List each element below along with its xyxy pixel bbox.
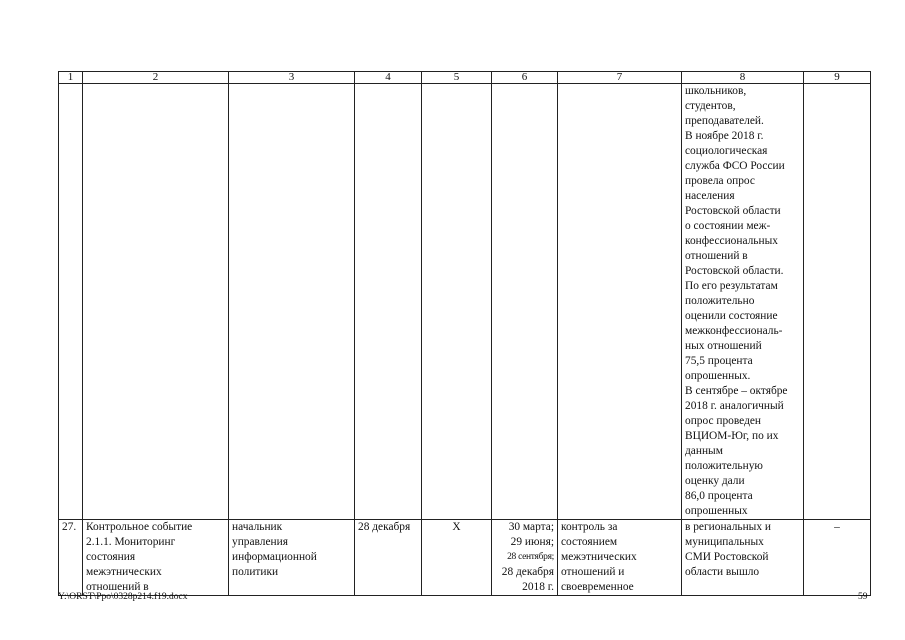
cell-empty	[558, 84, 682, 520]
table-row-27	[59, 520, 871, 596]
cell-planned-date: 28 декабря	[355, 520, 422, 596]
cell-dates	[492, 520, 558, 596]
page-number: 59	[858, 592, 868, 602]
date-line: 28 сентября;	[507, 552, 554, 562]
cell-empty	[83, 84, 229, 520]
cell-empty	[492, 84, 558, 520]
cell-empty	[422, 84, 492, 520]
document-table	[58, 71, 871, 596]
col-header-1: 1	[59, 72, 83, 84]
date-line: 30 марта;	[508, 521, 554, 533]
cell-results: в региональных и муниципальных СМИ Ростовской области вышло	[682, 520, 804, 596]
cell-responsible: начальник управления информационной политики	[229, 520, 355, 596]
cell-row-number: 27.	[59, 520, 83, 596]
cell-empty	[355, 84, 422, 520]
col-header-4: 4	[355, 72, 422, 84]
cell-empty	[229, 84, 355, 520]
cell-col5: Х	[422, 520, 492, 596]
cell-results-continued: школьников, студентов, преподавателей. В ноябре 2018 г. социологическая служба ФСО России провела опрос населения Ростовской области о состоянии меж- конфессиональных отношений в Ростовской области. По его результатам положительно оценили состояние межконфессиональ- ных отношений 75,5 процента опрошенных. В сентябре – октябре 2018 г. аналогичный опрос проведен ВЦИОМ-Юг, по их данным положительную оценку дали 86,0 процента опрошенных	[682, 84, 804, 520]
date-line: 2018 г.	[522, 581, 554, 593]
cell-col9: –	[804, 520, 871, 596]
col-header-7: 7	[558, 72, 682, 84]
table-row-continued	[59, 84, 871, 520]
date-line: 28 декабря	[501, 566, 554, 578]
date-line: 29 июня;	[510, 536, 554, 548]
col-header-5: 5	[422, 72, 492, 84]
header-row	[59, 72, 871, 84]
cell-empty	[59, 84, 83, 520]
col-header-8: 8	[682, 72, 804, 84]
cell-control: контроль за состоянием межэтнических отношений и своевременное	[558, 520, 682, 596]
cell-event-name: Контрольное событие 2.1.1. Мониторинг состояния межэтнических отношений в	[83, 520, 229, 596]
col-header-6: 6	[492, 72, 558, 84]
file-path: Y:\ORST\Ppo\0328p214.f19.docx	[58, 592, 188, 602]
cell-empty	[804, 84, 871, 520]
col-header-2: 2	[83, 72, 229, 84]
col-header-9: 9	[804, 72, 871, 84]
col-header-3: 3	[229, 72, 355, 84]
